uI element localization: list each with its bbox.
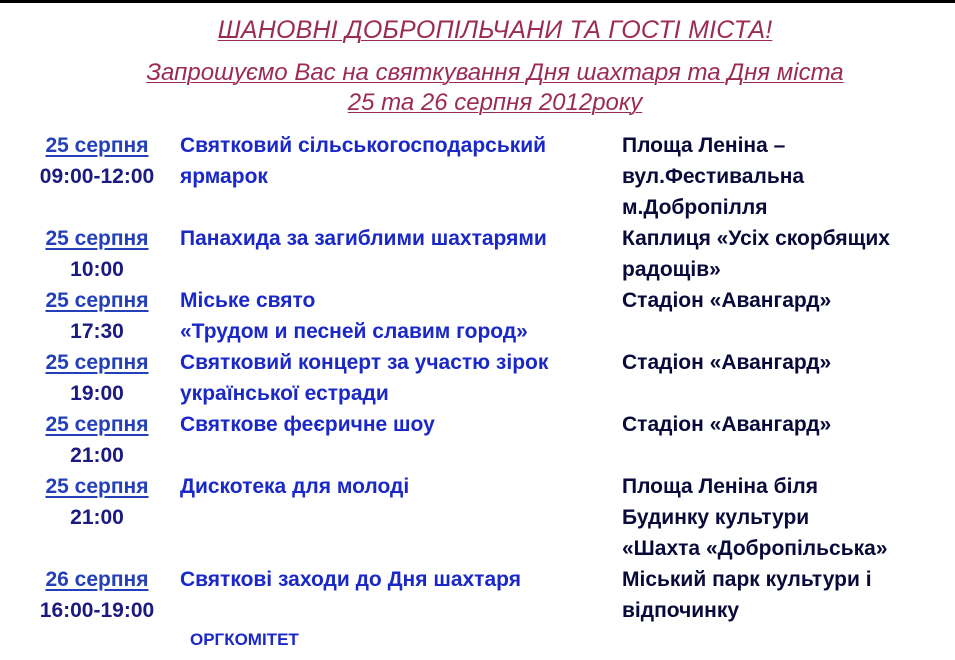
event-title-line: «Трудом и песней славим город» <box>180 320 528 343</box>
schedule-row <box>0 347 955 409</box>
schedule-row <box>0 130 955 223</box>
event-title-line: Дискотека для молоді <box>180 475 410 498</box>
event-venue-cell <box>622 409 955 471</box>
schedule-row <box>0 564 955 626</box>
schedule-row <box>0 285 955 347</box>
schedule-row <box>0 471 955 564</box>
event-date-link[interactable]: 26 серпня <box>45 568 149 591</box>
event-venue-line: радощів» <box>622 258 721 281</box>
event-venue-line: «Шахта «Добропільська» <box>622 537 888 560</box>
event-date-cell <box>0 130 194 223</box>
event-time: 10:00 <box>70 258 124 281</box>
event-title-cell <box>180 471 621 564</box>
event-time: 21:00 <box>70 444 124 467</box>
event-title-cell <box>180 285 621 347</box>
event-title-line: Святковий сільськогосподарський <box>180 134 547 157</box>
event-date-cell <box>0 347 194 409</box>
greeting-heading: ШАНОВНІ ДОБРОПІЛЬЧАНИ ТА ГОСТІ МІСТА! <box>217 16 773 44</box>
event-dates-line: 25 та 26 серпня 2012року <box>347 89 643 116</box>
invitation-line: Запрошуємо Вас на святкування Дня шахтаря та Дня міста <box>146 59 844 86</box>
organizer-signature: ОРГКОМІТЕТ <box>190 630 299 649</box>
event-venue-line: відпочинку <box>622 599 740 622</box>
event-date-link[interactable]: 25 серпня <box>45 413 149 436</box>
event-time: 09:00-12:00 <box>39 165 155 188</box>
event-date-link[interactable]: 25 серпня <box>45 475 149 498</box>
event-time: 21:00 <box>70 506 124 529</box>
event-title-line: української естради <box>180 382 389 405</box>
event-date-link[interactable]: 25 серпня <box>45 227 149 250</box>
event-title-cell <box>180 130 621 223</box>
event-date-link[interactable]: 25 серпня <box>45 351 149 374</box>
event-venue-line: Будинку культури <box>622 506 810 529</box>
event-title-cell <box>180 564 621 626</box>
event-title-cell <box>180 347 621 409</box>
event-title-line: Святковий концерт за участю зірок <box>180 351 549 374</box>
event-venue-cell <box>622 285 955 347</box>
event-venue-cell <box>622 564 955 626</box>
event-venue-line: Стадіон «Авангард» <box>622 351 832 374</box>
event-schedule <box>0 130 955 626</box>
event-date-cell <box>0 223 194 285</box>
event-venue-cell <box>622 347 955 409</box>
event-venue-cell <box>622 223 955 285</box>
event-venue-line: Площа Леніна біля <box>622 475 819 498</box>
top-border <box>0 0 955 3</box>
event-venue-line: вул.Фестивальна <box>622 165 805 188</box>
event-date-link[interactable]: 25 серпня <box>45 134 149 157</box>
event-title-line: Святкове феєричне шоу <box>180 413 435 436</box>
event-venue-line: м.Добропілля <box>622 196 768 219</box>
event-venue-line: Стадіон «Авангард» <box>622 413 832 436</box>
event-venue-line: Стадіон «Авангард» <box>622 289 832 312</box>
event-venue-line: Каплиця «Усіх скорбящих <box>622 227 890 250</box>
event-date-cell <box>0 471 194 564</box>
event-title-cell <box>180 223 621 285</box>
event-title-line: Панахида за загиблими шахтарями <box>180 227 547 250</box>
event-date-link[interactable]: 25 серпня <box>45 289 149 312</box>
schedule-row <box>0 409 955 471</box>
schedule-row <box>0 223 955 285</box>
event-time: 19:00 <box>70 382 124 405</box>
event-time: 17:30 <box>70 320 124 343</box>
event-title-line: ярмарок <box>180 165 268 188</box>
event-title-line: Святкові заходи до Дня шахтаря <box>180 568 521 591</box>
event-date-cell <box>0 564 194 626</box>
event-venue-line: Площа Леніна – <box>622 134 786 157</box>
event-date-cell <box>0 409 194 471</box>
event-time: 16:00-19:00 <box>39 599 155 622</box>
event-title-cell <box>180 409 621 471</box>
event-venue-line: Міський парк культури і <box>622 568 872 591</box>
event-title-line: Міське свято <box>180 289 316 312</box>
event-venue-cell <box>622 130 955 223</box>
event-date-cell <box>0 285 194 347</box>
event-venue-cell <box>622 471 955 564</box>
